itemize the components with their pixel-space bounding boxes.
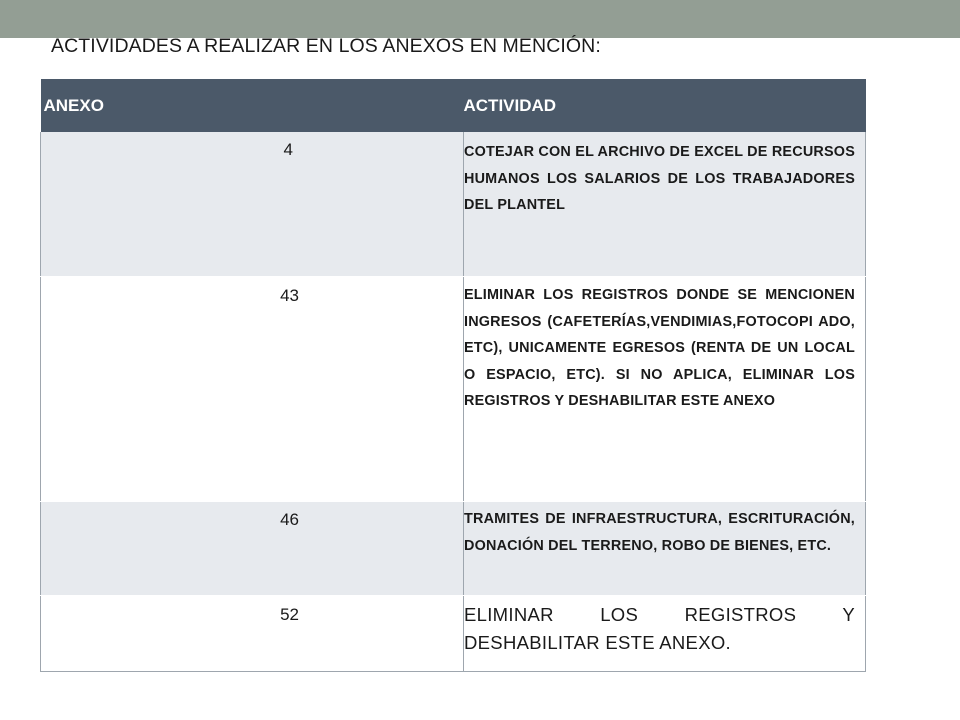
table-header-row (41, 79, 866, 132)
anexo-number: 4 (41, 132, 464, 277)
actividad-text: COTEJAR CON EL ARCHIVO DE EXCEL DE RECURSOS HUMANOS LOS SALARIOS DE LOS TRABAJADORES DEL PLANTEL (464, 132, 866, 277)
header-actividad: ACTIVIDAD (463, 95, 557, 115)
actividad-text: ELIMINAR LOS REGISTROS DONDE SE MENCIONEN INGRESOS (CAFETERÍAS,VENDIMIAS,FOTOCOPI ADO, ETC), UNICAMENTE EGRESOS (RENTA DE UN LOCAL O ESPACIO, ETC). SI NO APLICA, ELIMINAR LOS REGISTROS Y DESHABILITAR ESTE ANEXO (464, 277, 866, 502)
table-row (41, 132, 866, 277)
slide-title: ACTIVIDADES A REALIZAR EN LOS ANEXOS EN MENCIÓN: (51, 35, 601, 57)
anexo-number: 52 (41, 596, 464, 672)
table-row (41, 502, 866, 596)
table-row (41, 596, 866, 672)
anexo-number: 43 (41, 277, 464, 502)
actividad-text: TRAMITES DE INFRAESTRUCTURA, ESCRITURACIÓN, DONACIÓN DEL TERRENO, ROBO DE BIENES, ETC. (464, 502, 866, 596)
table-row (41, 277, 866, 502)
annex-activity-table (40, 79, 866, 672)
actividad-text: ELIMINAR LOS REGISTROS Y DESHABILITAR ESTE ANEXO. (464, 596, 866, 672)
anexo-number: 46 (41, 502, 464, 596)
header-anexo: ANEXO (43, 95, 104, 115)
